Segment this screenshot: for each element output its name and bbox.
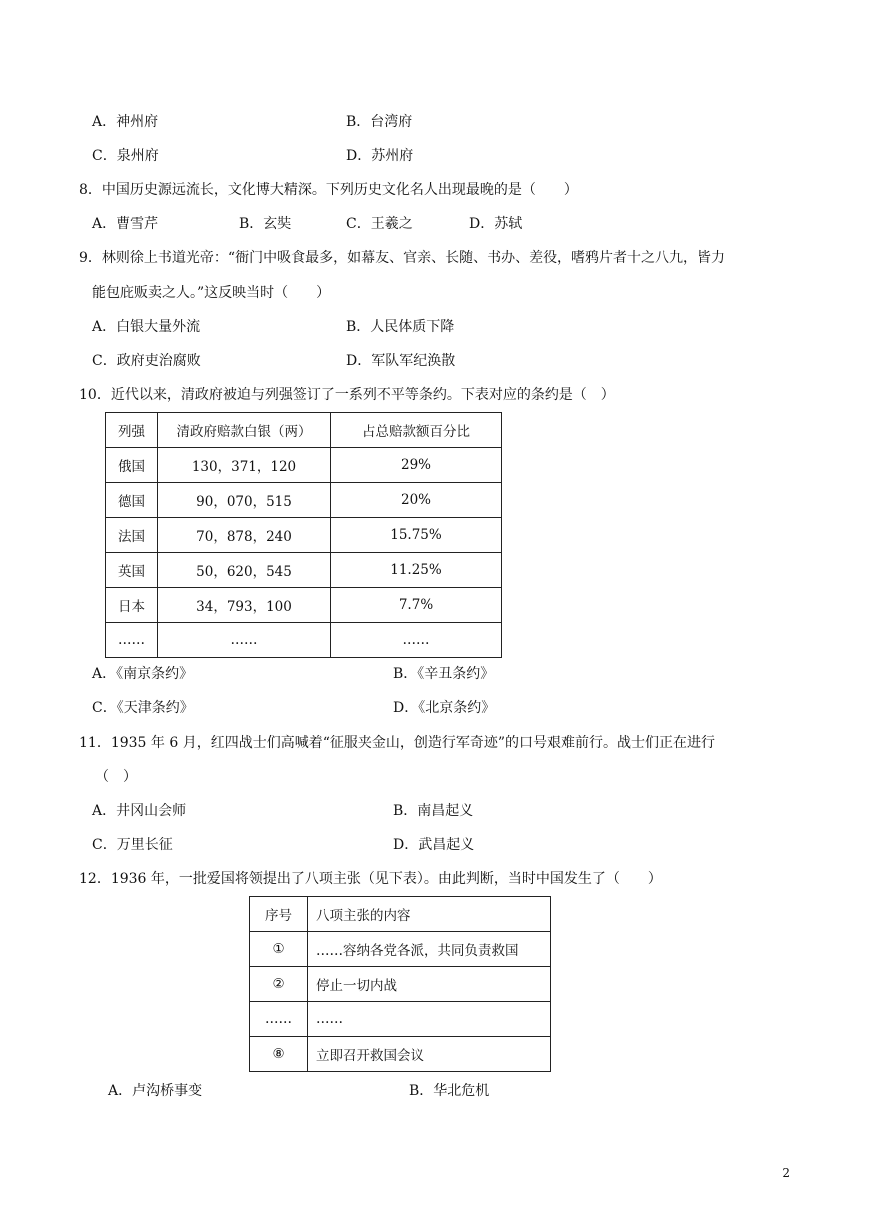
table-cell: 立即召开救国会议 [308, 1037, 551, 1072]
table-row [106, 553, 502, 588]
question-11-stem-line2: （ ） [95, 769, 137, 785]
option-b: B．台湾府 [346, 114, 413, 130]
table-cell: 29% [331, 448, 502, 483]
table-row [106, 623, 502, 658]
table-cell: 英国 [106, 553, 158, 588]
page-number: 2 [782, 1166, 790, 1180]
q12-option-a: A．卢沟桥事变 [108, 1083, 203, 1099]
table-header-cell: 清政府赔款白银（两） [158, 413, 331, 448]
table-row [250, 1002, 551, 1037]
table-cell: 日本 [106, 588, 158, 623]
q10-option-b: B．《辛丑条约》 [393, 666, 495, 682]
table-cell: 20% [331, 483, 502, 518]
q8-option-d: D．苏轼 [469, 216, 523, 232]
q9-option-c: C．政府吏治腐败 [92, 353, 201, 369]
table-cell: 7.7% [331, 588, 502, 623]
reparations-table [105, 412, 502, 658]
table-cell: ① [250, 932, 308, 967]
table-row [106, 448, 502, 483]
q8-option-a: A．曹雪芹 [92, 216, 159, 232]
option-d: D．苏州府 [346, 148, 414, 164]
table-cell: 法国 [106, 518, 158, 553]
table-cell: 11.25% [331, 553, 502, 588]
table-cell: 停止一切内战 [308, 967, 551, 1002]
q8-option-c: C．王羲之 [346, 216, 413, 232]
q11-option-b: B．南昌起义 [393, 803, 474, 819]
table-header-row [106, 413, 502, 448]
q11-option-a: A．井冈山会师 [92, 803, 187, 819]
table-row [106, 483, 502, 518]
table-cell: 34，793，100 [158, 588, 331, 623]
table-header-cell: 序号 [250, 897, 308, 932]
table-cell: 90，070，515 [158, 483, 331, 518]
table-cell: 50，620，545 [158, 553, 331, 588]
question-12-stem: 12．1936 年，一批爱国将领提出了八项主张（见下表）。由此判断，当时中国发生了（ ） [79, 871, 662, 887]
table-cell: ……容纳各党各派，共同负责救国 [308, 932, 551, 967]
q12-option-b: B．华北危机 [409, 1083, 490, 1099]
table-cell: 德国 [106, 483, 158, 518]
table-cell: …… [331, 623, 502, 658]
q11-option-d: D．武昌起义 [393, 837, 475, 853]
table-row [106, 518, 502, 553]
table-cell: …… [106, 623, 158, 658]
option-a: A．神州府 [92, 114, 159, 130]
table-row [250, 1037, 551, 1072]
option-c: C．泉州府 [92, 148, 159, 164]
table-cell: …… [308, 1002, 551, 1037]
q9-option-d: D．军队军纪涣散 [346, 353, 456, 369]
q11-option-c: C．万里长征 [92, 837, 173, 853]
question-10-stem: 10．近代以来，清政府被迫与列强签订了一系列不平等条约。下表对应的条约是（ ） [79, 387, 615, 403]
q9-option-b: B．人民体质下降 [346, 319, 455, 335]
table-header-cell: 列强 [106, 413, 158, 448]
table-cell: 15.75% [331, 518, 502, 553]
q8-option-b: B．玄奘 [239, 216, 292, 232]
table-cell: …… [158, 623, 331, 658]
q10-option-c: C．《天津条约》 [92, 700, 194, 716]
question-8-stem: 8．中国历史源远流长，文化博大精深。下列历史文化名人出现最晚的是（ ） [79, 182, 578, 198]
table-cell: 俄国 [106, 448, 158, 483]
table-cell: …… [250, 1002, 308, 1037]
question-9-stem-line1: 9．林则徐上书道光帝：“衙门中吸食最多，如幕友、官亲、长随、书办、差役，嗜鸦片者十之八九，皆力 [79, 250, 726, 266]
table-cell: ② [250, 967, 308, 1002]
table-row [250, 967, 551, 1002]
question-9-stem-line2: 能包庇贩卖之人。”这反映当时（ ） [92, 285, 331, 301]
q9-option-a: A．白银大量外流 [92, 319, 201, 335]
q10-option-a: A．《南京条约》 [92, 666, 194, 682]
question-11-stem-line1: 11．1935 年 6 月，红四战士们高喊着“征服夹金山，创造行军奇迹”的口号艰难前行。战士们正在进行 [79, 735, 716, 751]
table-header-row [250, 897, 551, 932]
proposals-table [249, 896, 551, 1072]
table-header-cell: 八项主张的内容 [308, 897, 551, 932]
table-cell: ⑧ [250, 1037, 308, 1072]
table-row [250, 932, 551, 967]
q10-option-d: D．《北京条约》 [393, 700, 496, 716]
table-cell: 70，878，240 [158, 518, 331, 553]
table-row [106, 588, 502, 623]
table-header-cell: 占总赔款额百分比 [331, 413, 502, 448]
table-cell: 130，371，120 [158, 448, 331, 483]
